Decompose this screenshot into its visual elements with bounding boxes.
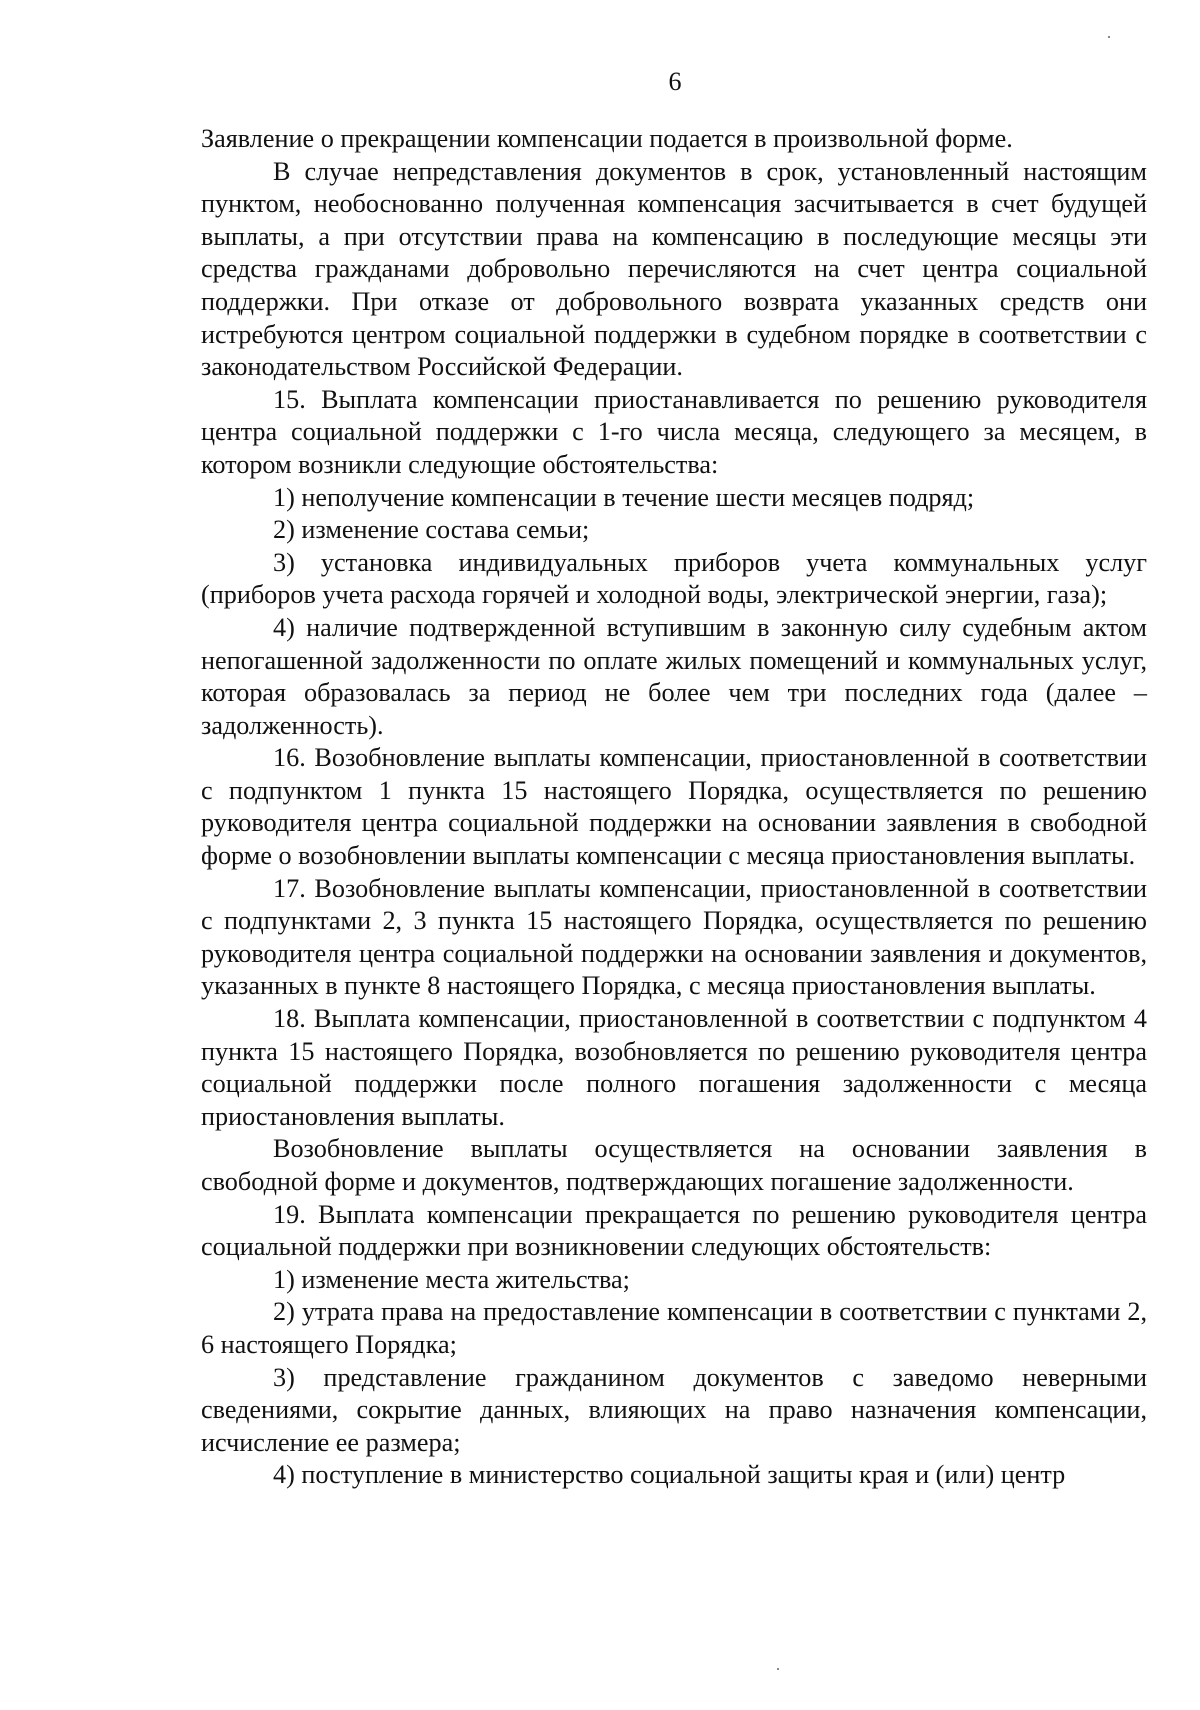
document-body [201, 123, 1147, 1492]
paragraph: Возобновление выплаты осуществляется на основании заявления в свободной форме и документов, подтверждающих погашение задолженности. [201, 1134, 1147, 1196]
paragraph: В случае непредставления документов в срок, установленный настоящим пунктом, необоснованно полученная компенсация засчитывается в счет будущей выплаты, а при отсутствии права на компенсацию в последующие месяцы эти средства гражданами добровольно перечисляются на счет центра социальной поддержки. При отказе от добровольного возврата указанных средств они истребуются центром социальной поддержки в судебном порядке в соответствии с законодательством Российской Федерации. [201, 156, 1147, 382]
paragraph: 15. Выплата компенсации приостанавливается по решению руководителя центра социальной поддержки с 1-го числа месяца, следующего за месяцем, в котором возникли следующие обстоятельства: [201, 384, 1147, 479]
paragraph: 2) утрата права на предоставление компенсации в соответствии с пунктами 2, 6 настоящего Порядка; [201, 1297, 1147, 1359]
paragraph: Заявление о прекращении компенсации подается в произвольной форме. [201, 124, 1013, 153]
page-number: 6 [668, 67, 682, 96]
scan-speck [1108, 36, 1110, 38]
paragraph: 1) изменение места жительства; [273, 1264, 630, 1294]
paragraph: 4) наличие подтвержденной вступившим в законную силу судебным актом непогашенной задолженности по оплате жилых помещений и коммунальных услуг, которая образовалась за период не более чем три последних года (далее – задолженность). [201, 612, 1147, 740]
paragraph: 2) изменение состава семьи; [273, 515, 590, 545]
paragraph: 16. Возобновление выплаты компенсации, приостановленной в соответствии с подпунктом 1 пункта 15 настоящего Порядка, осуществляется по решению руководителя центра социальной поддержки на основании заявления в свободной форме о возобновлении выплаты компенсации с месяца приостановления выплаты. [201, 743, 1147, 871]
paragraph: 18. Выплата компенсации, приостановленной в соответствии с подпунктом 4 пункта 15 настоящего Порядка, возобновляется по решению руководителя центра социальной поддержки после полного погашения задолженности с месяца приостановления выплаты. [201, 1004, 1147, 1131]
paragraph: 4) поступление в министерство социальной защиты края и (или) центр [273, 1460, 1066, 1490]
scan-speck [777, 1668, 779, 1670]
paragraph: 3) установка индивидуальных приборов учета коммунальных услуг (приборов учета расхода горячей и холодной воды, электрической энергии, газа); [201, 547, 1147, 610]
paragraph: 17. Возобновление выплаты компенсации, приостановленной в соответствии с подпунктами 2, 3 пункта 15 настоящего Порядка, осуществляется по решению руководителя центра социальной поддержки на основании заявления и документов, указанных в пункте 8 настоящего Порядка, с месяца приостановления выплаты. [201, 873, 1147, 1001]
paragraph: 19. Выплата компенсации прекращается по решению руководителя центра социальной поддержки при возникновении следующих обстоятельств: [201, 1199, 1147, 1262]
paragraph: 3) представление гражданином документов с заведомо неверными сведениями, сокрытие данных, влияющих на право назначения компенсации, исчисление ее размера; [201, 1362, 1147, 1457]
paragraph: 1) неполучение компенсации в течение шести месяцев подряд; [273, 482, 975, 512]
